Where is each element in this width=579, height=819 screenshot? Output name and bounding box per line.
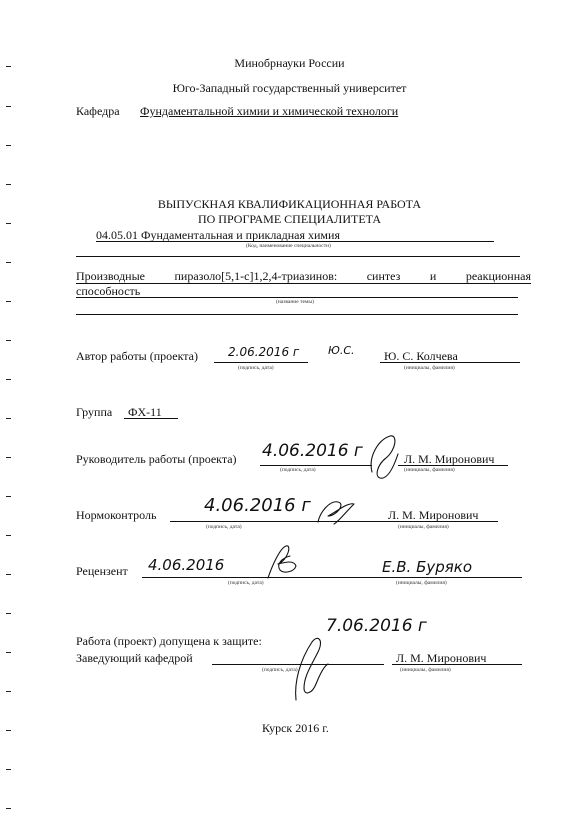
topic-line-1: Производные пиразоло[5,1-c]1,2,4-триазинов: синтез и реакционная xyxy=(76,269,531,283)
margin-mark xyxy=(6,808,11,809)
supervisor-name-caption: (инициалы, фамилия) xyxy=(404,467,455,473)
reviewer-name-line xyxy=(376,577,522,578)
group-line xyxy=(124,418,178,419)
reviewer-signature xyxy=(260,540,304,584)
topic-line-3-underline xyxy=(76,314,518,315)
university-name: Юго-Западный государственный университет xyxy=(172,81,407,95)
margin-mark xyxy=(6,652,11,653)
topic-caption: (название темы) xyxy=(276,299,314,305)
head-name: Л. М. Миронович xyxy=(396,651,487,665)
author-label: Автор работы (проекта) xyxy=(76,349,198,363)
admission-text: Работа (проект) допущена к защите: xyxy=(76,634,262,648)
author-name-caption: (инициалы, фамилия) xyxy=(404,365,455,371)
department-label: Кафедра xyxy=(76,104,120,118)
supervisor-sign-line xyxy=(260,465,372,466)
supervisor-sign-caption: (подпись, дата) xyxy=(280,467,316,473)
normcontrol-label: Нормоконтроль xyxy=(76,508,157,522)
topic-line-2-underline xyxy=(76,297,518,298)
reviewer-name-caption: (инициалы, фамилия) xyxy=(396,580,447,586)
head-sign-caption: (подпись, дата) xyxy=(262,667,298,673)
author-date: 2.06.2016 г xyxy=(228,345,300,359)
normcontrol-date: 4.06.2016 г xyxy=(204,495,311,516)
margin-mark xyxy=(6,301,11,302)
head-name-line xyxy=(392,664,522,665)
topic-line-2: способность xyxy=(76,284,141,298)
program-title: ПО ПРОГРАМЕ СПЕЦИАЛИТЕТА xyxy=(197,212,382,226)
margin-mark xyxy=(6,184,11,185)
ministry-name: Минобрнауки России xyxy=(234,56,345,70)
reviewer-name: Е.В. Буряко xyxy=(382,558,473,576)
normcontrol-sign-caption: (подпись, дата) xyxy=(206,524,242,530)
reviewer-label: Рецензент xyxy=(76,564,128,578)
margin-mark xyxy=(6,691,11,692)
margin-mark xyxy=(6,574,11,575)
margin-mark xyxy=(6,418,11,419)
head-label: Заведующий кафедрой xyxy=(76,651,193,665)
specialty-line xyxy=(96,241,494,242)
supervisor-label: Руководитель работы (проекта) xyxy=(76,452,237,466)
author-sign-line xyxy=(214,362,308,363)
margin-mark xyxy=(6,379,11,380)
group-label: Группа xyxy=(76,405,113,419)
supervisor-name-line xyxy=(398,465,508,466)
head-name-caption: (инициалы, фамилия) xyxy=(400,667,451,673)
work-type-title: ВЫПУСКНАЯ КВАЛИФИКАЦИОННАЯ РАБОТА xyxy=(157,197,422,211)
margin-mark xyxy=(6,340,11,341)
author-signature: Ю.С. xyxy=(328,344,355,357)
margin-mark xyxy=(6,457,11,458)
margin-mark xyxy=(6,262,11,263)
normcontrol-name-line xyxy=(384,521,498,522)
reviewer-date: 4.06.2016 xyxy=(148,556,225,574)
specialty: 04.05.01 Фундаментальная и прикладная химия xyxy=(96,228,340,242)
author-name-line xyxy=(380,362,520,363)
supervisor-signature xyxy=(364,432,404,482)
normcontrol-name: Л. М. Миронович xyxy=(388,508,479,522)
city-year: Курск 2016 г. xyxy=(262,721,329,735)
supervisor-name: Л. М. Миронович xyxy=(404,452,495,466)
normcontrol-name-caption: (инициалы, фамилия) xyxy=(398,524,449,530)
specialty-caption: (Код, наименование специальности) xyxy=(246,243,331,249)
blank-line xyxy=(76,256,520,257)
margin-mark xyxy=(6,496,11,497)
margin-mark xyxy=(6,613,11,614)
reviewer-sign-caption: (подпись, дата) xyxy=(228,580,264,586)
group-value: ФХ-11 xyxy=(128,405,162,419)
margin-mark xyxy=(6,769,11,770)
margin-mark xyxy=(6,145,11,146)
margin-mark xyxy=(6,535,11,536)
margin-mark xyxy=(6,730,11,731)
author-sign-caption: (подпись, дата) xyxy=(238,365,274,371)
topic-line-1-underline xyxy=(76,283,531,284)
normcontrol-signature xyxy=(314,494,358,528)
margin-mark xyxy=(6,106,11,107)
admission-date: 7.06.2016 г xyxy=(326,616,427,636)
department-name: Фундаментальной химии и химической технологи xyxy=(140,104,399,118)
author-name: Ю. С. Колчева xyxy=(384,349,458,363)
reviewer-sign-line xyxy=(142,577,376,578)
supervisor-date: 4.06.2016 г xyxy=(262,441,363,461)
